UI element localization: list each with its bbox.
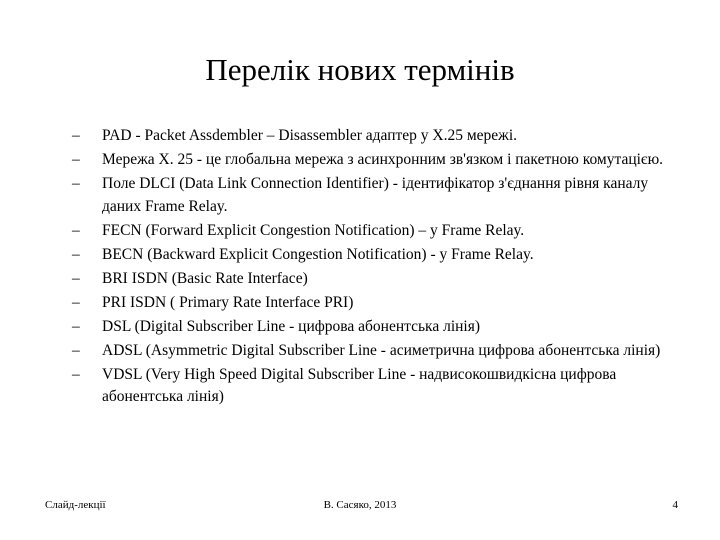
bullet-dash: –	[72, 365, 80, 383]
list-item	[72, 340, 672, 363]
list-item-text: DSL (Digital Subscriber Line - цифрова абонентська лінія)	[102, 317, 481, 335]
list-item	[72, 149, 672, 172]
bullet-dash: –	[72, 269, 80, 287]
footer-author: В. Сасяко, 2013	[323, 499, 397, 511]
slide-title: Перелік нових термінів	[205, 52, 515, 87]
list-item	[72, 316, 672, 339]
terms-list	[72, 125, 672, 410]
bullet-dash: –	[72, 293, 80, 311]
bullet-dash: –	[72, 221, 80, 239]
list-item	[72, 244, 672, 267]
list-item-text: BRI ISDN (Basic Rate Interface)	[102, 269, 308, 287]
list-item	[72, 173, 672, 218]
list-item	[72, 125, 672, 148]
footer-left-text: Слайд-лекції	[45, 499, 106, 511]
bullet-dash: –	[72, 175, 80, 192]
list-item-text: Мережа X. 25 - це глобальна мережа з асинхронним зв'язком і пакетною комутацією.	[102, 151, 664, 168]
bullet-dash: –	[72, 127, 80, 144]
list-item-text: ADSL (Asymmetric Digital Subscriber Line - асиметрична цифрова абонентська лінія)	[102, 341, 661, 359]
bullet-dash: –	[72, 245, 80, 263]
page-number: 4	[672, 499, 678, 511]
list-item-text: PAD - Packet Assdembler – Disassembler адаптер у X.25 мережі.	[102, 127, 518, 144]
list-item	[72, 268, 672, 291]
list-item	[72, 292, 672, 315]
list-item-text: FECN (Forward Explicit Congestion Notification) – у Frame Relay.	[102, 221, 525, 239]
list-item-text: Поле DLCI (Data Link Connection Identifier) - ідентифікатор з'єднання рівня каналу даних Frame Relay.	[102, 175, 649, 215]
bullet-dash: –	[72, 341, 80, 359]
list-item-text: PRI ISDN ( Primary Rate Interface PRI)	[102, 293, 354, 311]
list-item-text: BECN (Backward Explicit Congestion Notification) - у Frame Relay.	[102, 245, 534, 263]
bullet-dash: –	[72, 151, 80, 168]
bullet-dash: –	[72, 317, 80, 335]
list-item	[72, 220, 672, 243]
list-item-text: VDSL (Very High Speed Digital Subscriber Line - надвисокошвидкісна цифрова абонентська лінія)	[102, 365, 617, 405]
list-item	[72, 364, 672, 409]
